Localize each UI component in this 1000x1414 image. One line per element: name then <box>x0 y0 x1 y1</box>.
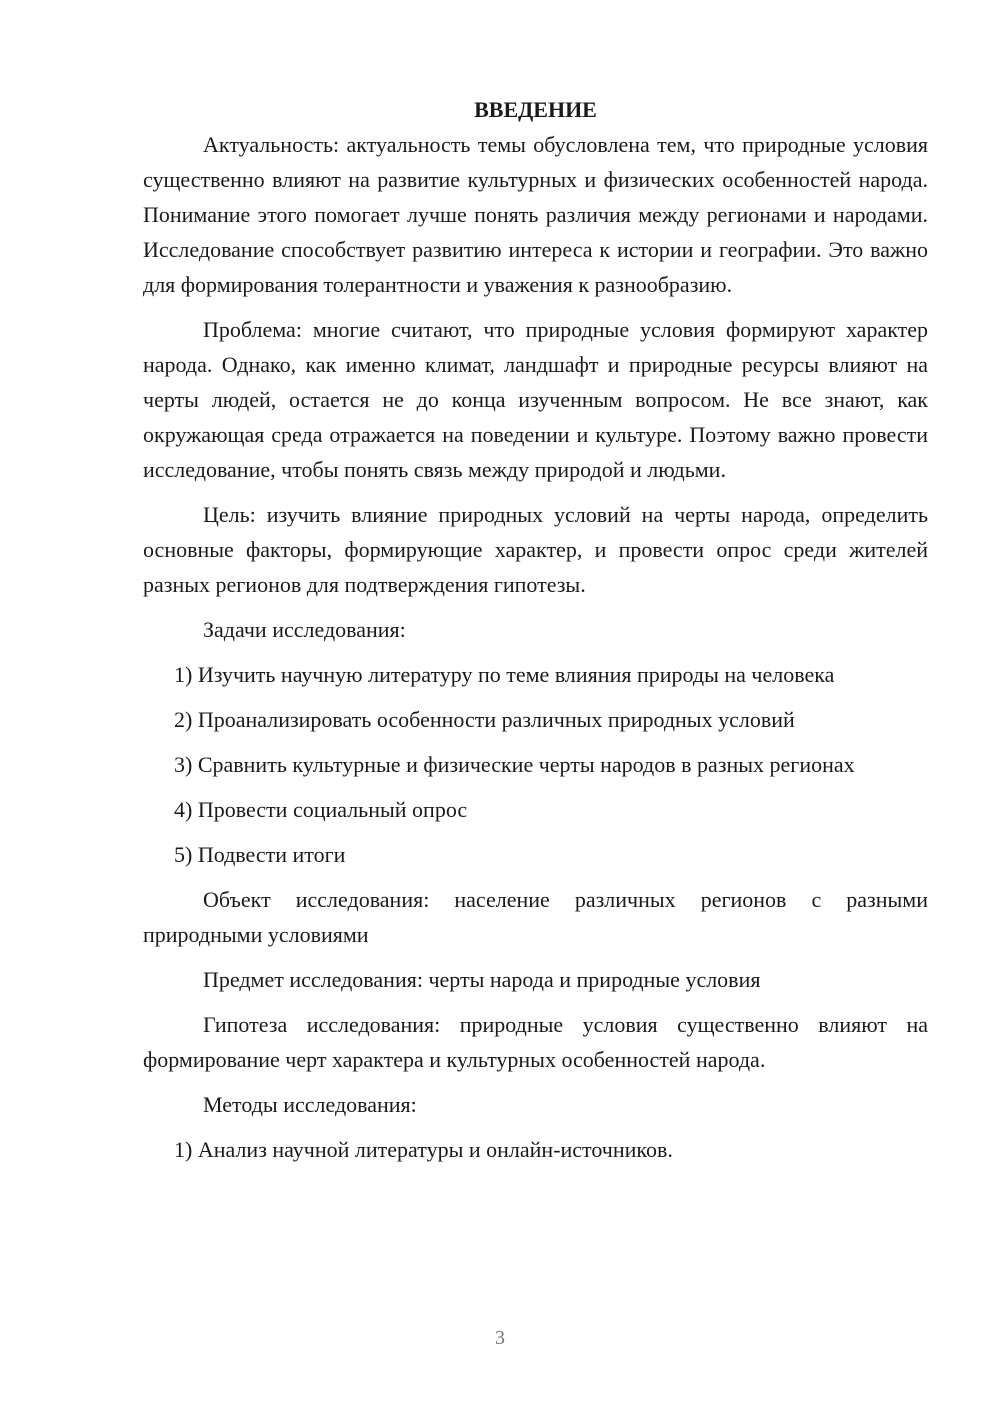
tasks-heading: Задачи исследования: <box>203 617 406 642</box>
task-item-2: 2) Проанализировать особенности различных природных условий <box>174 707 795 732</box>
paragraph-hypothesis: Гипотеза исследования: природные условия существенно влияют на формирование черт характера и культурных особенностей народа. <box>143 1012 928 1072</box>
paragraph-problem: Проблема: многие считают, что природные условия формируют характер народа. Однако, как именно климат, ландшафт и природные ресурсы влияют на черты людей, остается не до конца изученным вопросом. Не все знают, как окружающая среда отражается на поведении и культуре. Поэтому важно провести исследование, чтобы понять связь между природой и людьми. <box>143 317 928 482</box>
method-item-1: 1) Анализ научной литературы и онлайн-источников. <box>174 1137 673 1162</box>
task-item-3: 3) Сравнить культурные и физические черты народов в разных регионах <box>174 752 855 777</box>
paragraph-relevance: Актуальность: актуальность темы обусловлена тем, что природные условия существенно влияют на развитие культурных и физических особенностей народа. Понимание этого помогает лучше понять различия между регионами и народами. Исследование способствует развитию интереса к истории и географии. Это важно для формирования толерантности и уважения к разнообразию. <box>143 132 928 297</box>
section-title: ВВЕДЕНИЕ <box>474 97 597 122</box>
paragraph-goal: Цель: изучить влияние природных условий на черты народа, определить основные факторы, формирующие характер, и провести опрос среди жителей разных регионов для подтверждения гипотезы. <box>143 502 928 597</box>
document-page <box>143 92 928 1177</box>
paragraph-object: Объект исследования: население различных регионов с разными природными условиями <box>143 887 928 947</box>
task-item-4: 4) Провести социальный опрос <box>174 797 468 822</box>
task-item-1: 1) Изучить научную литературу по теме влияния природы на человека <box>174 662 835 687</box>
methods-heading: Методы исследования: <box>203 1092 417 1117</box>
task-item-5: 5) Подвести итоги <box>174 842 346 867</box>
page-number: 3 <box>495 1327 505 1349</box>
paragraph-subject: Предмет исследования: черты народа и природные условия <box>203 967 761 992</box>
